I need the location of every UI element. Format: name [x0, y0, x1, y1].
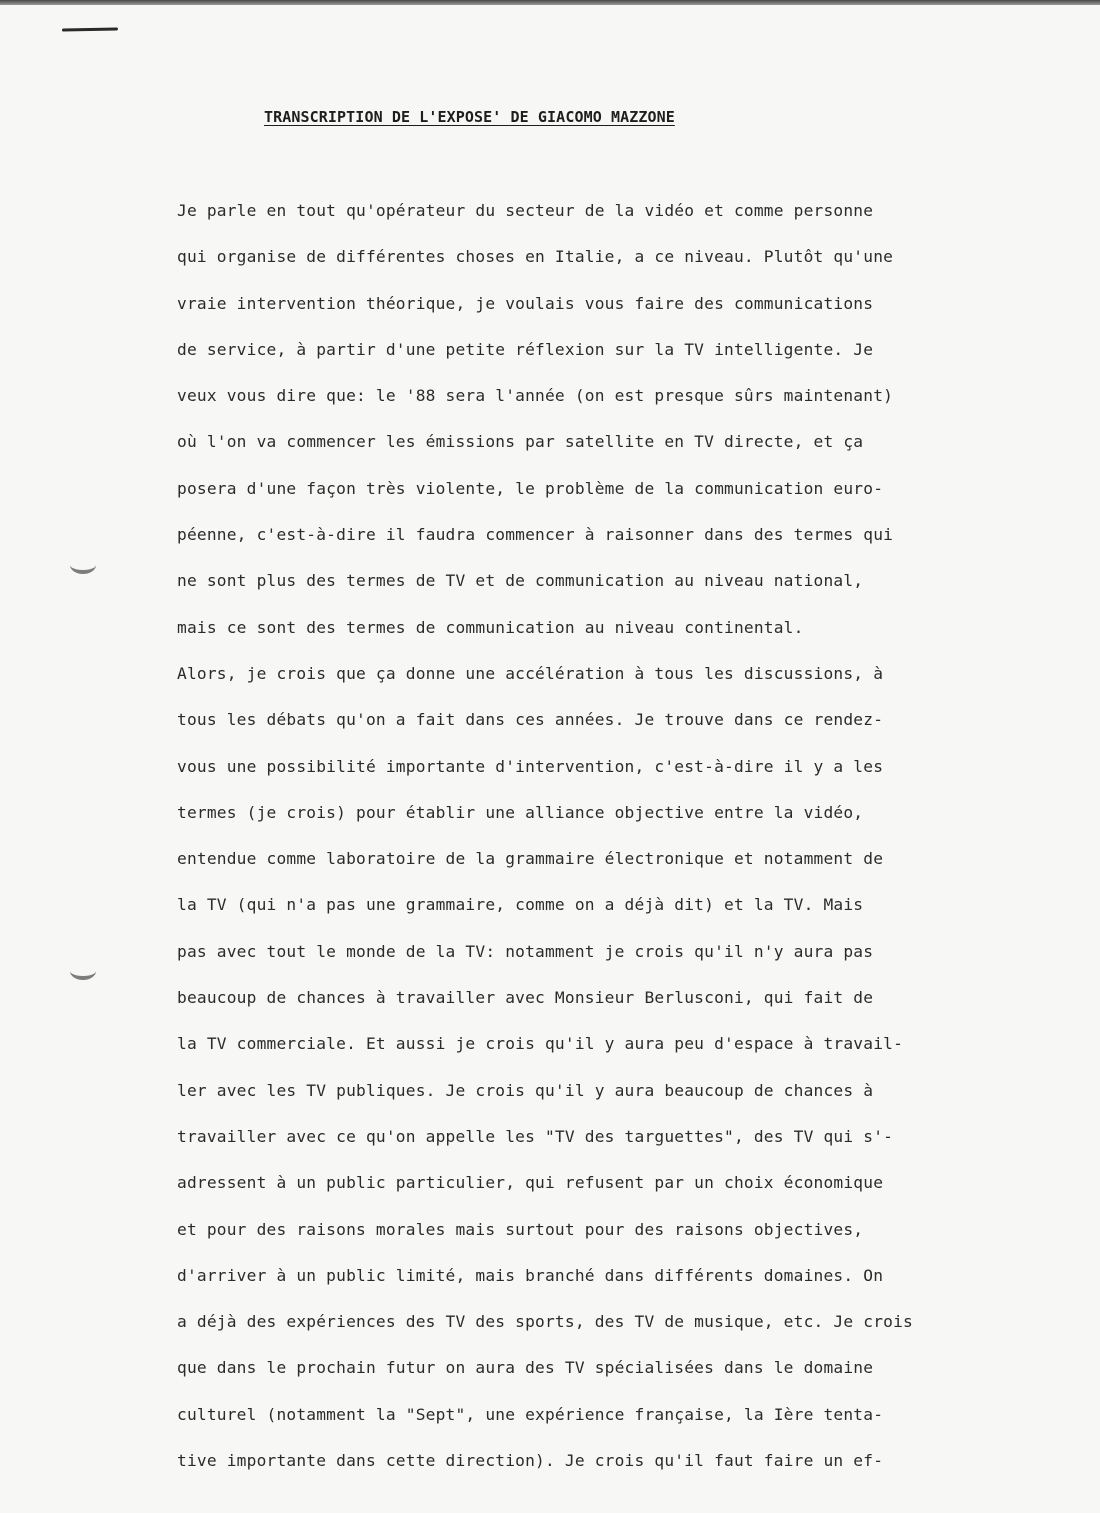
text-line: vous une possibilité importante d'intervention, c'est-à-dire il y a les [177, 756, 884, 776]
text-line: travailler avec ce qu'on appelle les "TV des targuettes", des TV qui s'- [177, 1126, 894, 1146]
text-line: a déjà des expériences des TV des sports, des TV de musique, etc. Je crois [177, 1312, 913, 1332]
text-line: culturel (notamment la "Sept", une expérience française, la Ière tenta- [177, 1404, 884, 1424]
text-line: termes (je crois) pour établir une alliance objective entre la vidéo, [177, 802, 864, 822]
pen-mark [62, 27, 118, 31]
text-line: tive importante dans cette direction). Je crois qu'il faut faire un ef- [177, 1451, 884, 1471]
text-line: où l'on va commencer les émissions par satellite en TV directe, et ça [177, 432, 864, 452]
punch-hole-mark [70, 962, 96, 980]
text-line: de service, à partir d'une petite réflexion sur la TV intelligente. Je [177, 339, 874, 359]
punch-hole-mark [70, 556, 96, 574]
text-line: pas avec tout le monde de la TV: notamment je crois qu'il n'y aura pas [177, 941, 874, 961]
text-line: vraie intervention théorique, je voulais vous faire des communications [177, 293, 874, 313]
body-text [177, 194, 997, 1490]
text-line: la TV (qui n'a pas une grammaire, comme on a déjà dit) et la TV. Mais [177, 895, 864, 915]
text-line: Je parle en tout qu'opérateur du secteur de la vidéo et comme personne [177, 201, 874, 220]
text-line: ne sont plus des termes de TV et de communication au niveau national, [177, 571, 864, 591]
text-line: posera d'une façon très violente, le problème de la communication euro- [177, 478, 884, 498]
text-line: qui organise de différentes choses en Italie, a ce niveau. Plutôt qu'une [177, 247, 894, 267]
text-line: tous les débats qu'on a fait dans ces années. Je trouve dans ce rendez- [177, 710, 884, 730]
text-line: entendue comme laboratoire de la grammaire électronique et notamment de [177, 849, 884, 869]
text-line: veux vous dire que: le '88 sera l'année (on est presque sûrs maintenant) [177, 386, 894, 406]
document-title: TRANSCRIPTION DE L'EXPOSE' DE GIACOMO MAZZONE [264, 108, 675, 126]
text-line: la TV commerciale. Et aussi je crois qu'il y aura peu d'espace à travail- [177, 1034, 904, 1054]
text-line: et pour des raisons morales mais surtout pour des raisons objectives, [177, 1219, 864, 1239]
text-line: beaucoup de chances à travailler avec Monsieur Berlusconi, qui fait de [177, 988, 874, 1008]
text-line: ler avec les TV publiques. Je crois qu'il y aura beaucoup de chances à [177, 1080, 874, 1100]
text-line: Alors, je crois que ça donne une accélération à tous les discussions, à [177, 663, 884, 683]
text-line: que dans le prochain futur on aura des TV spécialisées dans le domaine [177, 1358, 874, 1378]
page-top-edge [0, 0, 1100, 5]
text-line: péenne, c'est-à-dire il faudra commencer à raisonner dans des termes qui [177, 525, 894, 545]
text-line: d'arriver à un public limité, mais branché dans différents domaines. On [177, 1265, 884, 1285]
text-line: adressent à un public particulier, qui refusent par un choix économique [177, 1173, 884, 1193]
text-line: mais ce sont des termes de communication au niveau continental. [177, 617, 804, 637]
